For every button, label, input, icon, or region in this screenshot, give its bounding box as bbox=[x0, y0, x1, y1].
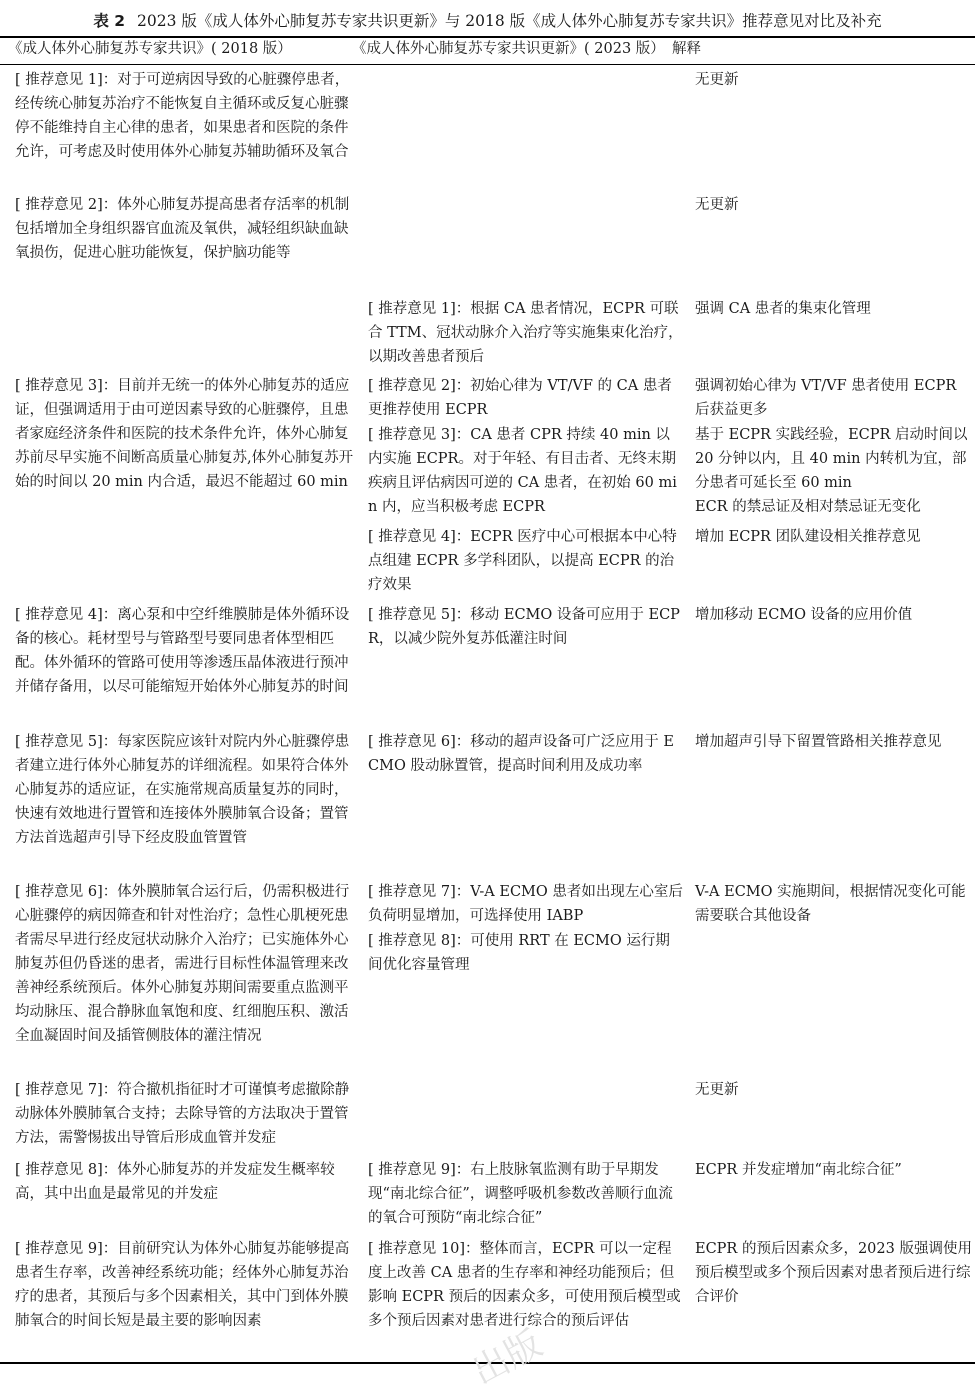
rec-2023-9: [ 推荐意见 9]：右上肢脉氧监测有助于早期发现“南北综合征”，调整呼吸机参数改善顺行血流的氧合可预防“南北综合征” bbox=[368, 1162, 673, 1226]
rec-2018-5: [ 推荐意见 5]：每家医院应该针对院内外心脏骤停患者建立进行体外心肺复苏的详细流程。如果符合体外心肺复苏的适应证，在实施常规高质量复苏的同时，快速有效地进行置管和连接体外膜肺氧合设备；置管方法首选超声引导下经皮股血管置管 bbox=[15, 734, 350, 846]
table-title bbox=[0, 10, 975, 32]
top-rule bbox=[0, 36, 975, 38]
rec-2023-5: [ 推荐意见 5]：移动 ECMO 设备可应用于 ECPR，以减少院外复苏低灌注时间 bbox=[368, 607, 680, 647]
column-header-2018: 《成人体外心肺复苏专家共识》( 2018 版） bbox=[8, 41, 292, 57]
rec-2018-2: [ 推荐意见 2]：体外心肺复苏提高患者存活率的机制包括增加全身组织器官血流及氧供，减轻组织缺血缺氧损伤，促进心脏功能恢复，保护脑功能等 bbox=[15, 197, 350, 261]
explanation-5: 基于 ECPR 实践经验，ECPR 启动时间以 20 分钟以内，且 40 min 内转机为宜，部分患者可延长至 60 min bbox=[695, 427, 968, 491]
rec-2018-3: [ 推荐意见 3]：目前并无统一的体外心肺复苏的适应证，但强调适用于由可逆因素导致的心脏骤停，且患者家庭经济条件和医院的技术条件允许，体外心肺复苏前尽早实施不间断高质量心肺复苏,体外心肺复苏开始的时间以 20 min 内合适，最迟不能超过 60 min bbox=[15, 378, 354, 490]
explanation-9: 增加超声引导下留置管路相关推荐意见 bbox=[695, 734, 942, 750]
header-rule bbox=[0, 64, 975, 65]
column-header-explanation: 解释 bbox=[672, 41, 701, 57]
rec-2023-3: [ 推荐意见 3]：CA 患者 CPR 持续 40 min 以内实施 ECPR。对于年轻、有目击者、无终末期疾病且评估病因可逆的 CA 患者，在初始 60 min 内，应当积极考虑 ECPR bbox=[368, 427, 677, 515]
rec-2018-7: [ 推荐意见 7]：符合撤机指征时才可谨慎考虑撤除静动脉体外膜肺氧合支持；去除导管的方法取决于置管方法，需警惕拔出导管后形成血管并发症 bbox=[15, 1082, 350, 1146]
rec-2018-1: [ 推荐意见 1]：对于可逆病因导致的心脏骤停患者，经传统心肺复苏治疗不能恢复自主循环或反复心脏骤停不能维持自主心律的患者，如果患者和医院的条件允许，可考虑及时使用体外心肺复苏辅助循环及氧合 bbox=[15, 72, 350, 160]
rec-2023-2: [ 推荐意见 2]：初始心律为 VT/VF 的 CA 患者更推荐使用 ECPR bbox=[368, 378, 672, 418]
explanation-6: ECR 的禁忌证及相对禁忌证无变化 bbox=[695, 499, 921, 515]
table-label: 表 2 bbox=[93, 12, 125, 30]
explanation-13: ECPR 的预后因素众多，2023 版强调使用预后模型或多个预后因素对患者预后进行综合评价 bbox=[695, 1241, 972, 1305]
explanation-8: 增加移动 ECMO 设备的应用价值 bbox=[695, 607, 913, 623]
explanation-3: 强调 CA 患者的集束化管理 bbox=[695, 301, 871, 317]
explanation-10: V-A ECMO 实施期间，根据情况变化可能需要联合其他设备 bbox=[695, 884, 966, 924]
rec-2023-10: [ 推荐意见 10]：整体而言，ECPR 可以一定程度上改善 CA 患者的生存率和神经功能预后；但影响 ECPR 预后的因素众多，可使用预后模型或多个预后因素对患者进行综合的预后评估 bbox=[368, 1241, 681, 1329]
explanation-1: 无更新 bbox=[695, 72, 739, 88]
table-title-text: 2023 版《成人体外心肺复苏专家共识更新》与 2018 版《成人体外心肺复苏专家共识》推荐意见对比及补充 bbox=[137, 12, 882, 30]
column-header-2023: 《成人体外心肺复苏专家共识更新》( 2023 版） bbox=[352, 41, 665, 57]
rec-2018-6: [ 推荐意见 6]：体外膜肺氧合运行后，仍需积极进行心脏骤停的病因筛查和针对性治疗；急性心肌梗死患者需尽早进行经皮冠状动脉介入治疗；已实施体外心肺复苏但仍昏迷的患者，需进行目标性体温管理来改善神经系统预后。体外心肺复苏期间需要重点监测平均动脉压、混合静脉血氧饱和度、红细胞压积、激活全血凝固时间及插管侧肢体的灌注情况 bbox=[15, 884, 350, 1044]
rec-2018-9: [ 推荐意见 9]：目前研究认为体外心肺复苏能够提高患者生存率，改善神经系统功能；经体外心肺复苏治疗的患者，其预后与多个因素相关，其中门到体外膜肺氧合的时间长短是最主要的影响因素 bbox=[15, 1241, 350, 1329]
explanation-7: 增加 ECPR 团队建设相关推荐意见 bbox=[695, 529, 921, 545]
rec-2023-4: [ 推荐意见 4]：ECPR 医疗中心可根据本中心特点组建 ECPR 多学科团队，以提高 ECPR 的治疗效果 bbox=[368, 529, 677, 593]
explanation-11: 无更新 bbox=[695, 1082, 739, 1098]
rec-2023-6: [ 推荐意见 6]：移动的超声设备可广泛应用于 ECMO 股动脉置管，提高时间利用及成功率 bbox=[368, 734, 674, 774]
explanation-12: ECPR 并发症增加“南北综合征” bbox=[695, 1162, 902, 1178]
rec-2018-8: [ 推荐意见 8]：体外心肺复苏的并发症发生概率较高，其中出血是最常见的并发症 bbox=[15, 1162, 335, 1202]
rec-2023-1: [ 推荐意见 1]：根据 CA 患者情况，ECPR 可联合 TTM、冠状动脉介入治疗等实施集束化治疗，以期改善患者预后 bbox=[368, 301, 683, 365]
rec-2018-4: [ 推荐意见 4]：离心泵和中空纤维膜肺是体外循环设备的核心。耗材型号与管路型号要同患者体型相匹配。体外循环的管路可使用等渗透压晶体液进行预冲并储存备用，以尽可能缩短开始体外心肺复苏的时间 bbox=[15, 607, 350, 695]
watermark: 出版 bbox=[465, 1323, 549, 1394]
explanation-2: 无更新 bbox=[695, 197, 739, 213]
rec-2023-8: [ 推荐意见 8]：可使用 RRT 在 ECMO 运行期间优化容量管理 bbox=[368, 933, 670, 973]
rec-2023-7: [ 推荐意见 7]：V-A ECMO 患者如出现左心室后负荷明显增加，可选择使用 IABP bbox=[368, 884, 683, 924]
explanation-4: 强调初始心律为 VT/VF 患者使用 ECPR 后获益更多 bbox=[695, 378, 957, 418]
